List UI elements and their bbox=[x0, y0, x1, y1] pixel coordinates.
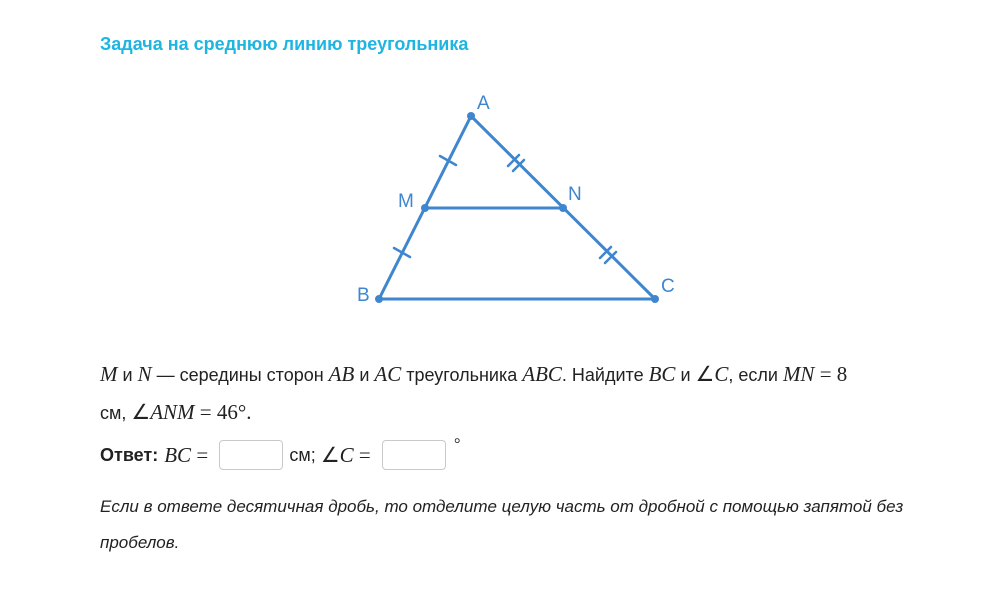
mn-value: 8 bbox=[836, 362, 848, 386]
answer-c-lhs: C bbox=[339, 442, 354, 467]
math-mn: MN bbox=[782, 362, 815, 386]
answer-unit: см; bbox=[289, 444, 321, 465]
text-find: . Найдите bbox=[561, 365, 649, 385]
point-b bbox=[375, 295, 383, 303]
math-ab: AB bbox=[328, 362, 355, 386]
text-if: , если bbox=[728, 365, 783, 385]
format-note: Если в ответе десятичная дробь, то отделите целую часть от дробной с помощью запятой без пробелов. bbox=[100, 497, 904, 552]
angle-symbol: ∠ bbox=[131, 400, 151, 424]
text-and: и bbox=[117, 365, 138, 385]
label-m: M bbox=[398, 191, 414, 212]
math-abc: ABC bbox=[522, 362, 562, 386]
math-ac: AC bbox=[374, 362, 402, 386]
point-c bbox=[651, 295, 659, 303]
text-midpoints: — середины сторон bbox=[151, 365, 329, 385]
math-n: N bbox=[137, 362, 152, 386]
label-c: C bbox=[661, 276, 675, 297]
label-n: N bbox=[568, 184, 582, 205]
answer-bc-lhs: BC bbox=[164, 442, 192, 467]
text-triangle: треугольника bbox=[401, 365, 523, 385]
problem-statement bbox=[100, 356, 930, 432]
text-and: и bbox=[675, 365, 696, 385]
math-bc: BC bbox=[648, 362, 676, 386]
answer-equals: = bbox=[353, 442, 376, 467]
text-and: и bbox=[354, 365, 375, 385]
task-title: Задача на среднюю линию треугольника bbox=[100, 34, 469, 54]
angle-value: 46 bbox=[216, 400, 238, 424]
answer-angle-input[interactable] bbox=[382, 440, 446, 470]
answer-equals: = bbox=[191, 442, 214, 467]
answer-angle-symbol: ∠ bbox=[320, 442, 340, 467]
math-m: M bbox=[100, 362, 118, 386]
answer-label: Ответ: bbox=[100, 444, 159, 465]
answer-degree-symbol: ° bbox=[454, 436, 461, 453]
point-m bbox=[421, 204, 429, 212]
math-c: C bbox=[714, 362, 729, 386]
text-cm: см, bbox=[100, 403, 132, 423]
label-b: B bbox=[357, 285, 370, 306]
text-period: . bbox=[246, 400, 252, 424]
point-n bbox=[559, 204, 567, 212]
math-equals: = bbox=[194, 400, 217, 424]
point-a bbox=[467, 112, 475, 120]
label-a: A bbox=[477, 93, 490, 114]
math-equals: = bbox=[814, 362, 837, 386]
answer-bc-input[interactable] bbox=[219, 440, 283, 470]
triangle-figure bbox=[340, 88, 700, 318]
degree-symbol: ° bbox=[237, 400, 247, 424]
math-anm: ANM bbox=[150, 400, 195, 424]
answer-row bbox=[100, 438, 460, 472]
angle-symbol: ∠ bbox=[695, 362, 715, 386]
